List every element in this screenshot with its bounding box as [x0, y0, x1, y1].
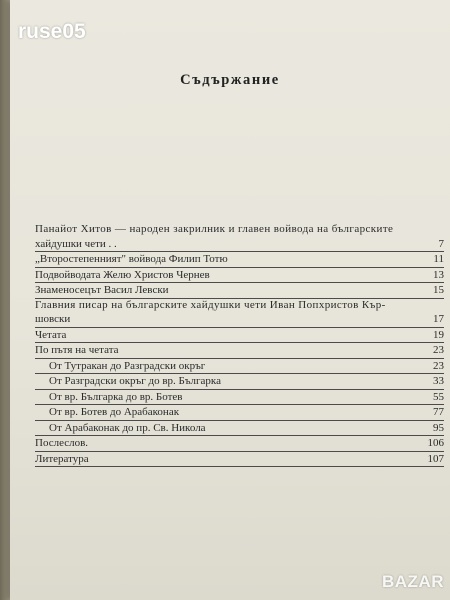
toc-entry — [35, 436, 444, 452]
toc-entry-page: 55 — [433, 390, 444, 403]
toc-entry-page: 95 — [433, 421, 444, 434]
toc-entry-title: Четата — [35, 328, 67, 341]
toc-entry — [35, 343, 444, 359]
toc-entry-page: 11 — [433, 253, 444, 266]
toc-entry-title: хайдушки чети . . — [35, 237, 117, 250]
toc-entry-page: 15 — [433, 284, 444, 297]
toc-entry-page: 23 — [433, 344, 444, 357]
toc-entry — [35, 374, 444, 390]
watermark-username: ruse05 — [18, 20, 86, 43]
page-title: Съдържание — [180, 72, 280, 88]
toc-entry-title: Литература — [35, 452, 89, 465]
toc-entry-title: От Тутракан до Разградски окръг — [49, 359, 206, 372]
toc-entry — [35, 283, 444, 299]
toc-entry-title: От Арабаконак до пр. Св. Никола — [49, 421, 206, 434]
toc-entry-title: От Разградски окръг до вр. Българка — [49, 375, 221, 388]
toc-entry-page: 17 — [433, 313, 444, 326]
toc-entry — [35, 223, 444, 237]
toc-entry — [35, 312, 444, 328]
toc-entry-page: 107 — [427, 452, 444, 465]
toc-entry-page: 106 — [427, 437, 444, 450]
toc-entry-title: От вр. Българка до вр. Ботев — [49, 390, 183, 403]
toc-entry-title: Послеслов. — [35, 437, 89, 450]
toc-entry-page: 33 — [433, 375, 444, 388]
toc-entry — [35, 421, 444, 437]
toc-entry-title: Подвойводата Желю Христов Чернев — [35, 268, 210, 281]
toc-entry-page: 7 — [438, 237, 444, 250]
watermark-logo: BAZAR — [382, 572, 444, 591]
book-page — [10, 0, 450, 600]
toc-entry — [35, 268, 444, 284]
toc-entry — [35, 328, 444, 344]
toc-entry-page: 19 — [433, 328, 444, 341]
toc-entry-title: Главния писар на българските хайдушки чети Иван Попхристов Кър- — [35, 298, 386, 311]
toc-entry — [35, 359, 444, 375]
book-spine-shadow — [0, 0, 10, 600]
toc-entry-title: „Второстепенният" войвода Филип Тотю — [35, 253, 228, 266]
toc-entry — [35, 390, 444, 406]
toc-entry-page: 13 — [433, 268, 444, 281]
toc-entry-title: Знаменосецът Васил Левски — [35, 284, 169, 297]
table-of-contents — [35, 223, 444, 467]
toc-entry — [35, 405, 444, 421]
toc-entry — [35, 237, 444, 253]
toc-entry-title: От вр. Ботев до Арабаконак — [49, 406, 180, 419]
toc-entry — [35, 252, 444, 268]
toc-entry-title: По пътя на четата — [35, 344, 119, 357]
toc-entry-page: 23 — [433, 359, 444, 372]
toc-entry — [35, 299, 444, 313]
toc-entry-title: шовски — [35, 313, 71, 326]
toc-entry-page: 77 — [433, 406, 444, 419]
toc-entry-title: Панайот Хитов — народен закрилник и главен войвода на българските — [35, 223, 394, 235]
toc-entry — [35, 452, 444, 468]
